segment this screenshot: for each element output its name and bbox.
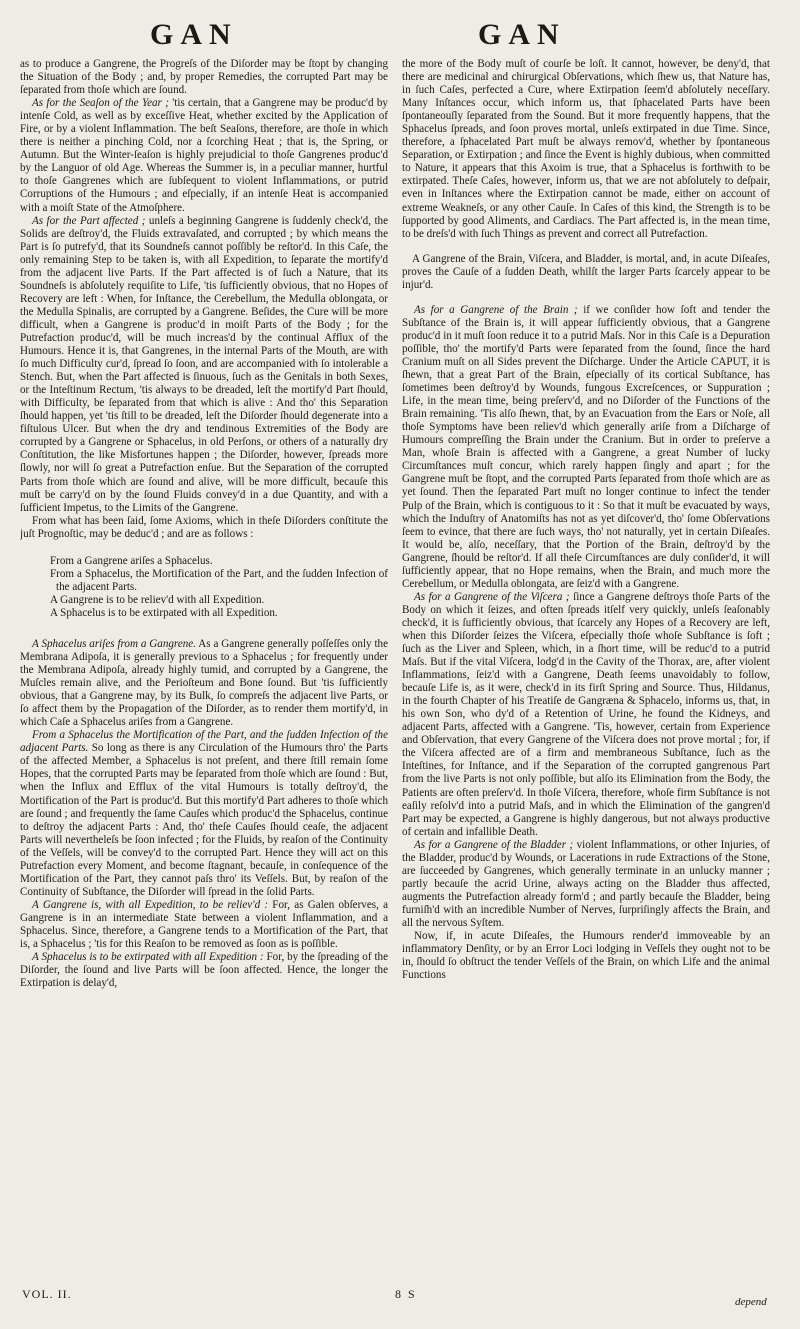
paragraph-body: For, by the ſpreading of the Diſorder, the ſound and live Parts will be ſoon affected. Hence, the longer the Extirpation is delay'd, <box>20 951 388 990</box>
axiom-item: A Sphacelus is to be extirpated with all Expedition. <box>50 606 278 619</box>
axiom-block <box>402 253 770 292</box>
paragraph-body: As a Gangrene generally poſſeſſes only the Membrana Adipoſa, it is generally previous to a Sphacelus ; for frequently under the Membrana Adipoſa, already highly tumid, and corrupted by a Gangrene, the Muſcles remain alive, and the Perioſteum and Bone ſound. But 'tis ſufficiently obvious, that a Gangrene may, by its Bulk, ſo compreſs the adjacent live Parts, or ſo affect them by the Propagation of the Diſorder, as to render them mortify'd, in which Caſe a Sphacelus ariſes from a Gangrene. <box>20 637 388 729</box>
paragraph <box>20 97 388 214</box>
paragraph-body: ſince a Gangrene deſtroys thoſe Parts of the Body on which it ſeizes, and often ſpreads itſelf very quickly, unleſs ſeaſonably check'd, it is ſufficiently obvious, that ſcarcely any Hopes of a Recovery are left, when this Diſorder ſeizes the Viſcera, eſpecially thoſe whoſe Subſtance is ſoft ; ſuch as the Liver and Spleen, which, in a ſhort time, will be reduc'd to a putrid Maſs. But if the vital Viſcera, lodg'd in the Cavity of the Thorax, are, after violent Inflammations, ſeiz'd with a Gangrene, Death ſeems unavoidably to follow, becauſe Life is, as it were, check'd in its firſt Spring and Source. Thus, Hildanus, in the fourth Chapter of his Treatiſe de Gangræna & Sphacelo, informs us, that, in his own Son, who dy'd of a Retention of Urine, he found the Kidneys, and adjacent Parts, affected with a Gangrene. 'Tis, however, certain from Experience and Obſervation, that every Gangrene of the Viſcera does not prove mortal ; for, if the Viſcera affected are of a firm and membraneous Subſtance, ſuch as the Inteſtines, for Inſtance, and if the Separation of the corrupted gangrenous Part from the live Parts is not only poſſible, but alſo its Elimination from the Body, the Patients are often preſerv'd. In thoſe Viſcera, therefore, whoſe firm Subſtance is not eaſily reſolv'd into a putrid Maſs, and in which the Elimination of the gangren'd Part may be expected, a Gangrene is highly dangerous, but not always productive of certain and infallible Death. <box>402 590 770 838</box>
paragraph-lead: A Sphacelus is to be extirpated with all Expedition : <box>32 951 264 964</box>
paragraph-lead: As for the Seaſon of the Year ; <box>32 97 169 110</box>
paragraph-body: 'tis certain, that a Gangrene may be produc'd by intenſe Cold, as well as by exceſſive Heat, whether excited by the Application of Fire, or by a violent Inflammation. The beſt Seaſons, therefore, are thoſe in which there is neither a pinching Cold, nor a ſcorching Heat ; that is, the Spring, or Autumn. But the Winter-ſeaſon is highly prejudicial to thoſe Gangrenes produc'd by the Languor of old Age. Whereas the Summer is, in a peculiar manner, hurtful to thoſe Gangrenes which are ſubſequent to violent Inflammations, or putrid Corruptions of the Humours ; and eſpecially, if an intenſe Heat is accompanied with a moiſt State of the Atmoſphere. <box>20 97 388 214</box>
catchword: depend <box>735 1296 767 1308</box>
paragraph-lead: As for a Gangrene of the Bladder ; <box>414 838 574 851</box>
paragraph: From what has been ſaid, ſome Axioms, which in theſe Diſorders conſtitute the juſt Prognoſtic, may be deduc'd ; and are as follows : <box>20 514 388 540</box>
axiom-item: A Gangrene is to be reliev'd with all Expedition. <box>50 593 265 606</box>
paragraph-body: if we conſider how ſoft and tender the Subſtance of the Brain is, it will appear ſufficiently obvious, that a Gangrene produc'd in it muſt ſoon reduce it to a putrid Maſs. Nor in this Caſe is a Depuration poſſible, tho' the mortify'd Parts were ſeparated from the ſound, ſince the hard Cranium muſt on all Sides prevent the Diſcharge. Under the Article CAPUT, it is ſhewn, that a great Part of the Brain, eſpecially of its cortical Subſtance, has ſometimes been deſtroy'd by Wounds, fungous Excreſcences, or Suppuration ; Life, in the mean time, being preſerv'd, and no Diſorder of the Functions of the Brain remaining. 'Tis alſo ſhewn, that, by an Evacuation from the Ears or Noſe, all thoſe Symptoms have been reliev'd which generally ariſe from a Diſcharge of Humours compreſſing the Brain under the Cranium. But in order to preſerve a Man, whoſe Brain is affected with a Gangrene, a great Number of lucky Circumſtances muſt concur, which rarely happen ſingly and apart ; for the Gangrene muſt be ſtopt, and the corrupted Parts ſeparated from thoſe which are as yet ſound. Then the ſeparated Part muſt no longer continue to infect the tender Pulp of the Brain, which is contiguous to it : So that it muſt be evacuated by ways, which the Induſtry of Anatomiſts has not as yet diſcover'd, tho' ſome Obſervations ſeem to evince, that there are ſuch ways, tho' not naturally, yet in certain Diſeaſes. It would be, alſo, neceſſary, that the Portion of the Brain, deſtroy'd by the Gangrene, ſhould be reſtor'd. If all theſe Circumſtances are duly conſider'd, it will ſufficiently appear, that no Hope remains, when the Brain, and much more the Cerebellum, or Medulla oblongata, are ſeiz'd with a Gangrene. <box>402 303 770 590</box>
volume-label: VOL. II. <box>22 1287 72 1301</box>
paragraph <box>20 729 388 899</box>
right-column <box>402 58 770 1298</box>
axiom-item: From a Sphacelus, the Mortification of the Part, and the ſudden Infection of the adjacent Parts. <box>50 567 388 593</box>
paragraph <box>20 638 388 729</box>
paragraph <box>20 899 388 951</box>
paragraph-body: violent Inflammations, or other Injuries, of the Bladder, produc'd by Wounds, or Lacerations in rude Extractions of the Stone, are ſucceeded by Gangrenes, which generally terminate in an unlucky manner ; partly becauſe the acrid Urine, always acting on the Bladder thus affected, augments the Putrefaction already form'd ; and partly becauſe the Bladder, being furniſh'd with an incredible Number of Nerves, ſurpriſingly affects the Brain, and all the nervous Syſtem. <box>402 838 770 929</box>
paragraph-lead: As for a Gangrene of the Brain ; <box>414 303 578 316</box>
paragraph <box>20 215 388 515</box>
paragraph <box>402 591 770 839</box>
paragraph-lead: A Gangrene is, with all Expedition, to be reliev'd : <box>32 898 269 911</box>
paragraph <box>402 304 770 591</box>
axioms-block <box>20 555 388 620</box>
paragraph: Now, if, in acute Diſeaſes, the Humours render'd immoveable by an inflammatory Denſity, or by an Error Loci lodging in Veſſels they ought not to be in, ſhould ſo obſtruct the tender Veſſels of the Brain, on which Life and the animal Functions <box>402 930 770 982</box>
axiom-item: From a Gangrene ariſes a Sphacelus. <box>50 554 213 567</box>
paragraph-lead: From a Sphacelus the Mortification of the Part, and the ſudden Infection of the adjacent Parts. <box>20 729 388 755</box>
running-head-left: GAN <box>150 18 238 51</box>
paragraph-body: For, as Galen obſerves, a Gangrene is in an intermediate State between a violent Inflammation, and a Sphacelus. Since, therefore, a Gangrene tends to a Mortification of the Part, that is, a Sphacelus ; 'tis for this Reaſon to be removed as ſoon as is poſſible. <box>20 898 388 951</box>
left-column <box>20 58 388 1298</box>
paragraph-lead: As for a Gangrene of the Viſcera ; <box>414 590 570 603</box>
paragraph-lead: As for the Part affected ; <box>32 214 146 227</box>
paragraph: as to produce a Gangrene, the Progreſs of the Diſorder may be ſtopt by changing the Situation of the Body ; and, by proper Remedies, the corrupted Part may be ſeparated from thoſe which are ſound. <box>20 58 388 97</box>
paragraph-body: So long as there is any Circulation of the Humours thro' the Parts of the affected Member, a Sphacelus is not preſent, and there ſtill remain ſome Hopes, that the corrupted Parts may be ſeparated from thoſe which are ſound : But, when the Influx and Efflux of the vital Humours is totally deſtroy'd, the Mortification of the Part is produc'd. But this mortify'd Part adheres to thoſe which are ſound ; and frequently the ſame Cauſes which produc'd the Sphacelus, continue to deſtroy the adjacent Parts : And, tho' theſe Cauſes ſhould ceaſe, the adjacent Parts will nevertheleſs be ſoon infected ; for the Fluids, by reaſon of the Continuity of the Veſſels, will be convey'd to the corrupted Part. Hence they will act on this Putrefaction every Moment, and become ſtagnant, becauſe, in conſequence of the Mortification of the Part, they cannot paſs thro' its Veſſels. But, by reaſon of the Continuity of Subſtance, the Diſorder will ſpread in the ſolid Parts. <box>20 742 388 898</box>
paragraph-body: unleſs a beginning Gangrene is ſuddenly check'd, the Solids are deſtroy'd, the Fluids extravaſated, and corrupted ; by which means the Part is ſo putrefy'd, that its Soundneſs cannot poſſibly be reſtor'd. In this Caſe, the only remaining Step to be taken is, with all Expedition, to ſeparate the mortify'd from the adjacent live Parts. If the Part affected is of ſuch a Nature, that its Soundneſs is abſolutely requiſite to Life, 'tis ſufficiently obvious, that no Hopes of Recovery are left : When, for Inſtance, the Cerebellum, the Medulla oblongata, or the Medulla Spinalis, are corrupted by a Gangrene. Beſides, the Cure will be more difficult, when a Gangrene is produc'd in moiſt Parts of the Body ; for the Putrefaction produc'd, will be much increas'd by the continual Afflux of the Humours. Hence it is, that Gangrenes, in the internal Parts of the Mouth, are with ſo much Difficulty cur'd, ſpread ſo ſoon, and are accompanied with ſo intolerable a Stench. But, when the Part affected is ſinuous, ſuch as the Genitals in both Sexes, or the Inteſtinum Rectum, 'tis always to be dreaded, leſt the mortify'd Part ſhould, with Difficulty, be ſeparated from that which is alive : And tho' this Separation ſhould happen, yet 'tis ſtill to be dreaded, leſt the Diſorder ſhould degenerate into a fiſtulous Ulcer. But when the dry and tendinous Extremities of the Body are corrupted by a Gangrene or Sphacelus, in old Perſons, or others of a naturally dry Conſtitution, the like Misfortunes happen ; the Diſorder, however, ſpreads more ſlowly, nor will ſo great a Putrefaction enſue. But the Separation of the corrupted Parts from thoſe which are ſound and alive, will be more difficult, becauſe this muſt be carry'd on by the ſound Fluids convey'd in a due Quantity, and with a ſufficient Impetus, to the Limits of the Gangrene. <box>20 214 388 514</box>
paragraph: the more of the Body muſt of courſe be loſt. It cannot, however, be deny'd, that there are medicinal and chirurgical Obſervations, which ſhew us, that Nature has, in ſuch Caſes, perfected a Cure, where Extirpation ſeem'd abſolutely neceſſary. Many Inſtances occur, which inform us, that ſphacelated Parts have been ſpontaneouſly ſeparated from the Sound. But it more frequently happens, that the Sphacelus ſpreads, and ſoon proves mortal, unleſs extirpated in due Time. Since, therefore, a ſphacelated Part muſt be always remov'd, whether by ſpontaneous Separation, or Extirpation ; and ſince the Event is highly dubious, when committed to Nature, it appears that this Axoim is true, that a Sphacelus is forthwith to be extirpated. Theſe Caſes, however, inform us, that we are not abſolutely to deſpair, even in Inſtances where the Extirpation cannot be made, either on account of extreme Weakneſs, or any other Cauſe. In Caſes of this kind, the Strength is to be ſupported by good Aliments, and Cardiacs. The Part affected is, in the mean time, to be dreſs'd with ſuch Things as prevent and correct all Putrefaction. <box>402 58 770 240</box>
paragraph <box>20 951 388 990</box>
paragraph-lead: A Sphacelus ariſes from a Gangrene. <box>32 637 197 650</box>
signature-mark: 8 S <box>395 1287 417 1301</box>
paragraph <box>402 839 770 930</box>
axiom-item: A Gangrene of the Brain, Viſcera, and Bladder, is mortal, and, in acute Diſeaſes, proves the Cauſe of a ſudden Death, whilſt the larger Parts ſcarcely appear to be injur'd. <box>402 252 770 291</box>
running-head-right: GAN <box>478 18 566 51</box>
